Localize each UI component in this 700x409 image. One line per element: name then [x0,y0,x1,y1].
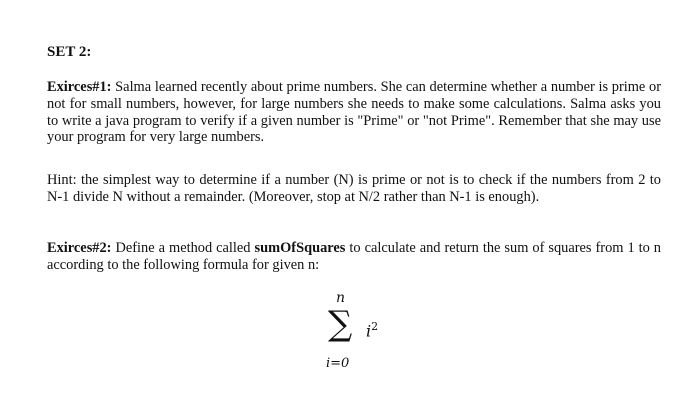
exercise-1-text: Salma learned recently about prime numbers. She can determine whether a number is prime or not for small numbers, however, for large numbers she needs to make some calculations. Salma asks you to write a java program to verify if a given number is "Prime" or "not Prime". Remember that she may use your program for very large numbers. [47,79,661,146]
formula-term [366,320,378,340]
formula-exponent: 2 [371,320,379,333]
exercise-2-paragraph [47,240,661,274]
formula-term-base: i [366,321,372,341]
exercise-1-paragraph [47,79,661,146]
exercise-1-label: Exirces#1: [47,79,112,95]
formula-upper-limit: n [336,290,346,306]
exercise-2-label: Exirces#2: [47,240,112,256]
set-title: SET 2: [47,44,92,60]
exercise-2-text-after: to calculate and return the sum of squares from 1 to n according to the following formula for given n: [47,240,662,273]
sigma-symbol: ∑ [328,304,353,344]
hint-paragraph: Hint: the simplest way to determine if a number (N) is prime or not is to check if the numbers from 2 to N-1 divide N without a remainder. (Moreover, stop at N/2 rather than N-1 is enough). [47,172,661,205]
exercise-2-text-before: Define a method called [115,240,251,256]
summation-formula [318,290,398,380]
formula-lower-limit: i=0 [326,356,350,371]
method-name: sumOfSquares [254,240,346,256]
